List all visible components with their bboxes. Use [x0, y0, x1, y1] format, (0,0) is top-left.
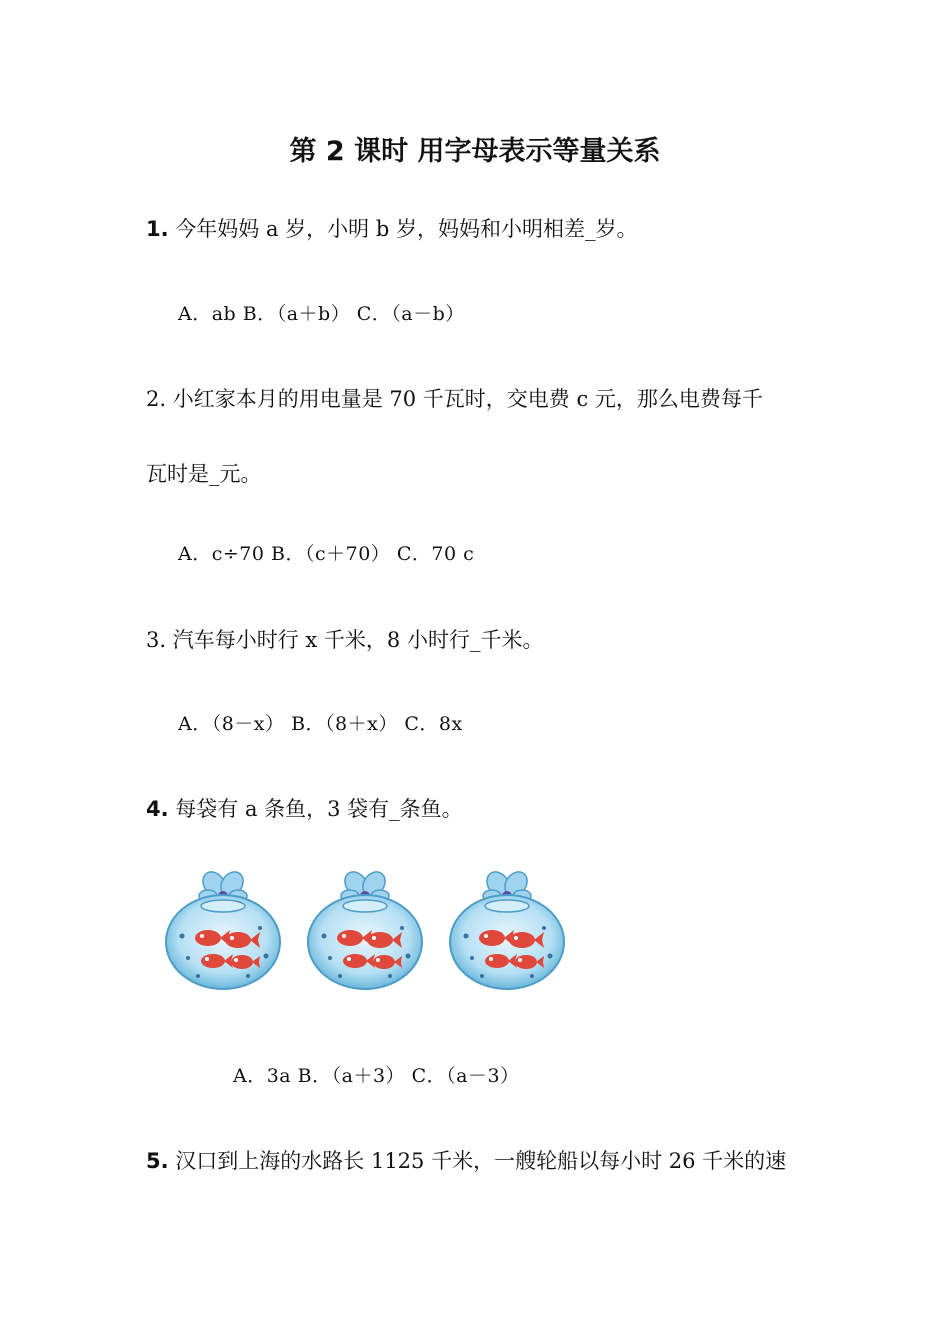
- question-2-number: 2.: [146, 387, 167, 411]
- question-2: [146, 385, 763, 413]
- question-1-number: 1.: [146, 217, 169, 241]
- question-1-options: A．ab B．（a＋b） C．（a－b）: [178, 303, 465, 325]
- question-2-text: 小红家本月的用电量是 70 千瓦时，交电费 c 元，那么电费每千: [172, 387, 763, 411]
- fish-bag-3: [450, 868, 564, 989]
- question-1: [146, 215, 637, 243]
- question-3-options: A．（8－x） B．（8＋x） C．8x: [178, 713, 463, 735]
- question-4: [146, 795, 463, 823]
- question-3-text: 汽车每小时行 x 千米，8 小时行_千米。: [172, 628, 544, 652]
- question-3: [146, 626, 543, 654]
- fish-bags-illustration: [158, 866, 568, 994]
- question-4-options: A．3a B．（a＋3） C．（a－3）: [233, 1065, 520, 1087]
- page-title: 第 2 课时 用字母表示等量关系: [289, 136, 661, 167]
- question-5: [146, 1147, 786, 1175]
- question-2-text-continued: 瓦时是_元。: [146, 462, 262, 486]
- question-1-text: 今年妈妈 a 岁，小明 b 岁，妈妈和小明相差_岁。: [175, 217, 638, 241]
- fish-bag-2: [308, 868, 422, 989]
- question-2-options: A．c÷70 B．（c＋70） C．70 c: [178, 543, 475, 565]
- question-5-number: 5.: [146, 1149, 169, 1173]
- question-3-number: 3.: [146, 628, 167, 652]
- fish-bag-1: [166, 868, 280, 989]
- question-4-number: 4.: [146, 797, 169, 821]
- question-5-text: 汉口到上海的水路长 1125 千米，一艘轮船以每小时 26 千米的速: [175, 1149, 787, 1173]
- question-4-text: 每袋有 a 条鱼，3 袋有_条鱼。: [175, 797, 463, 821]
